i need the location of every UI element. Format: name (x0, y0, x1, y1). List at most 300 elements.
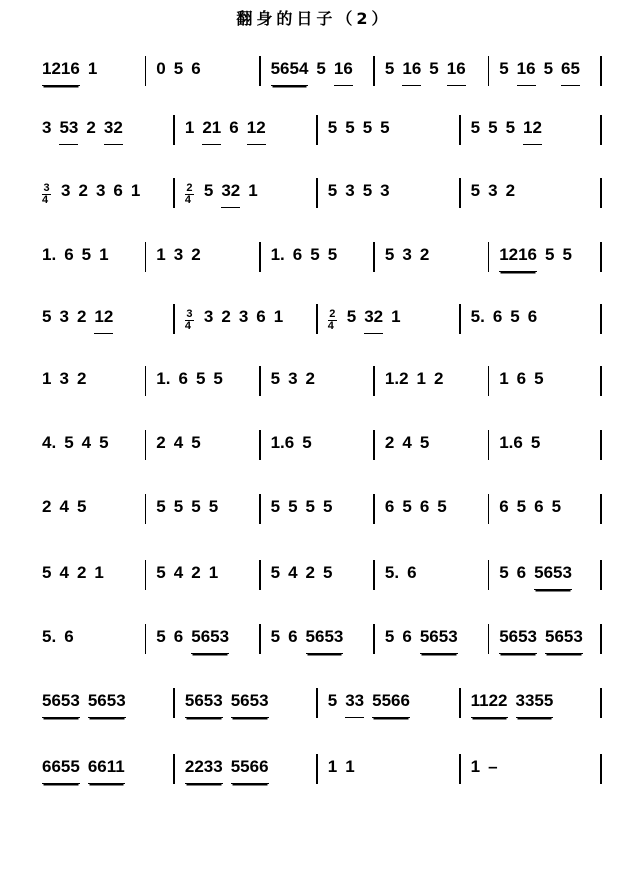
measure (32, 42, 145, 102)
note-group: 5 (302, 433, 312, 452)
note-group: 5 (384, 627, 395, 646)
measure-lane (32, 416, 602, 476)
note-group: 5 (327, 181, 338, 200)
note-group: 5 (488, 118, 498, 137)
bar-line (459, 304, 461, 334)
bar-line (316, 754, 318, 784)
note-group: 1 (130, 181, 141, 200)
note-group: 1 (184, 118, 195, 137)
time-signature-top: 3 (186, 307, 193, 320)
bar-line (459, 178, 461, 208)
note-group: 3 (402, 245, 412, 264)
note-group: 5 (362, 118, 373, 137)
note-group: 1.2 (384, 369, 409, 388)
note-group: 5 (323, 563, 333, 582)
note-group: 6 (288, 627, 298, 646)
note-group: 5 (42, 307, 52, 326)
note-group: 5 (156, 497, 166, 516)
note-group: 1 (42, 369, 52, 388)
note-group: – (488, 757, 498, 776)
measure (175, 101, 316, 161)
measure (375, 42, 488, 102)
note-group: 1.6 (499, 433, 523, 452)
note-group: 12 (94, 307, 113, 334)
note-group: 5 (470, 118, 481, 137)
note-group: 6 (173, 627, 184, 646)
measure (461, 101, 602, 161)
note-group: 5 (191, 497, 201, 516)
bar-line (145, 430, 147, 460)
measure (489, 480, 602, 540)
note-group: 1 (94, 563, 104, 582)
note-group: 5 (346, 307, 357, 326)
note-group: 5653 (420, 627, 458, 654)
measure (318, 674, 459, 734)
note-group: 6 (534, 497, 544, 516)
note-group: 4 (81, 433, 92, 452)
note-group: 3 (345, 181, 355, 200)
note-group: 2 (191, 563, 201, 582)
measure (375, 480, 488, 540)
note-group: 21 (202, 118, 221, 145)
note-group: 5 (551, 497, 562, 516)
bar-line (259, 560, 261, 590)
bar-line (459, 688, 461, 718)
note-group: 33 (345, 691, 364, 718)
bar-line (259, 624, 261, 654)
note-group: 5 (437, 497, 447, 516)
note-group: 1216 (42, 59, 80, 86)
note-group: 1 (208, 563, 219, 582)
note-group: 1122 (471, 691, 508, 718)
bar-line (488, 366, 490, 396)
bar-line (488, 56, 490, 86)
note-group: 2 (434, 369, 444, 388)
note-group: 32 (364, 307, 383, 334)
note-group: 5 (384, 245, 395, 264)
note-group: 2 (191, 245, 201, 264)
note-group: 2 (86, 118, 96, 137)
page-title: 翻身的日子（2） (236, 9, 392, 28)
bar-line (259, 430, 261, 460)
note-group: 5 (543, 59, 554, 78)
measure (489, 416, 602, 476)
note-group: 2 (42, 497, 52, 516)
note-group: 5 (173, 59, 184, 78)
note-group: 2233 (185, 757, 223, 784)
note-group: 5 (213, 369, 223, 388)
note-group: 1. (270, 245, 285, 264)
bar-line (488, 624, 490, 654)
note-group: 5 (195, 369, 206, 388)
note-group: 6 (229, 118, 239, 137)
note-group: 3 (59, 307, 69, 326)
note-group: 1 (99, 245, 109, 264)
note-group: 3 (238, 307, 249, 326)
bar-line (459, 115, 461, 145)
note-group: 12 (247, 118, 266, 145)
measure-lane (32, 290, 602, 350)
bar-line (259, 494, 261, 524)
measure (461, 164, 602, 224)
note-group: 5653 (185, 691, 223, 718)
note-group: 1 (391, 307, 401, 326)
note-group: 5 (173, 497, 184, 516)
note-group: 5 (191, 433, 201, 452)
measure (375, 228, 488, 288)
bar-line (316, 304, 318, 334)
measure (489, 42, 602, 102)
score-row (0, 416, 628, 476)
note-group: 2 (305, 563, 315, 582)
note-group: 5 (384, 59, 395, 78)
note-group: 6 (178, 369, 188, 388)
bar-line (373, 560, 375, 590)
note-group: 3 (95, 181, 106, 200)
time-signature (42, 183, 51, 206)
measure (32, 228, 145, 288)
note-group: 5. (42, 627, 57, 646)
bar-line (173, 178, 175, 208)
note-group: 5 (402, 497, 412, 516)
bar-line (373, 242, 375, 272)
note-group: 3355 (516, 691, 554, 718)
note-group: 16 (402, 59, 421, 86)
score-row (0, 101, 628, 161)
note-group: 5 (429, 59, 439, 78)
note-group: 32 (104, 118, 123, 145)
measure (32, 480, 145, 540)
note-group: 5566 (372, 691, 410, 718)
time-signature (328, 309, 337, 332)
measure (146, 610, 259, 670)
bar-line (316, 178, 318, 208)
note-group: 2 (419, 245, 430, 264)
note-group: 5 (362, 181, 373, 200)
measure (146, 352, 259, 412)
bar-line (173, 754, 175, 784)
bar-line (459, 754, 461, 784)
note-group: 5 (203, 181, 214, 200)
measure (261, 352, 374, 412)
note-group: 5 (99, 433, 109, 452)
note-group: 5 (327, 245, 338, 264)
note-group: 6 (407, 563, 417, 582)
note-group: 5 (305, 497, 315, 516)
bar-line (145, 56, 147, 86)
note-group: 16 (517, 59, 536, 86)
note-group: 1 (470, 757, 481, 776)
measure (261, 416, 374, 476)
note-group: 2 (156, 433, 166, 452)
note-group: 5 (345, 118, 355, 137)
note-group: 5 (499, 59, 509, 78)
note-group: 6 (499, 497, 509, 516)
measure-lane (32, 352, 602, 412)
note-group: 6 (113, 181, 123, 200)
note-group: 5 (323, 497, 333, 516)
measure (489, 228, 602, 288)
measure (146, 228, 259, 288)
note-group: 3 (203, 307, 214, 326)
measure (32, 546, 145, 606)
bar-line (488, 242, 490, 272)
note-group: 4 (288, 563, 298, 582)
bar-line (316, 688, 318, 718)
time-signature-bottom: 4 (185, 320, 194, 332)
note-group: 65 (561, 59, 580, 86)
note-group: 2 (76, 563, 87, 582)
measure (146, 546, 259, 606)
score-row (0, 610, 628, 670)
measure (175, 740, 316, 800)
note-group: 5 (316, 59, 326, 78)
bar-line (316, 115, 318, 145)
note-group: 6 (64, 245, 74, 264)
score-row (0, 290, 628, 350)
note-group: 6655 (42, 757, 80, 784)
note-group: 2 (384, 433, 395, 452)
note-group: 1. (42, 245, 57, 264)
note-group: 6 (384, 497, 395, 516)
note-group: 3 (61, 181, 71, 200)
bar-line (145, 624, 147, 654)
note-group: 5 (42, 563, 52, 582)
note-group: 5 (156, 627, 166, 646)
note-group: 5 (380, 118, 390, 137)
measure (489, 610, 602, 670)
measure (175, 164, 316, 224)
measure (318, 740, 459, 800)
bar-line (373, 494, 375, 524)
score-row (0, 42, 628, 102)
bar-line (373, 56, 375, 86)
measure (146, 42, 259, 102)
note-group: 5 (505, 118, 516, 137)
note-group: 5 (419, 433, 430, 452)
note-group: 2 (305, 369, 315, 388)
measure (375, 546, 488, 606)
score-row (0, 674, 628, 734)
note-group: 5 (76, 497, 87, 516)
measure (32, 101, 173, 161)
bar-line (373, 366, 375, 396)
note-group: 6 (527, 307, 538, 326)
note-group: 5 (327, 691, 338, 710)
note-group: 6611 (88, 757, 125, 784)
note-group: 5 (530, 433, 541, 452)
measure (375, 610, 488, 670)
measure-lane (32, 610, 602, 670)
measure (32, 674, 173, 734)
score-row (0, 546, 628, 606)
measure (261, 546, 374, 606)
note-group: 2 (505, 181, 516, 200)
note-group: 5. (384, 563, 400, 582)
time-signature-bottom: 4 (328, 320, 337, 332)
note-group: 6 (191, 59, 201, 78)
note-group: 6 (64, 627, 74, 646)
note-group: 3 (173, 245, 184, 264)
measure-lane (32, 164, 602, 224)
bar-line (259, 366, 261, 396)
note-group: 6 (492, 307, 503, 326)
measure-lane (32, 740, 602, 800)
note-group: 5653 (534, 563, 572, 590)
bar-line (488, 560, 490, 590)
note-group: 5 (310, 245, 320, 264)
note-group: 5 (288, 497, 298, 516)
note-group: 5653 (499, 627, 537, 654)
measure (461, 290, 602, 350)
note-group: 1. (156, 369, 171, 388)
measure (489, 352, 602, 412)
score-row (0, 480, 628, 540)
note-group: 5 (270, 563, 281, 582)
note-group: 5566 (231, 757, 269, 784)
measure-lane (32, 674, 602, 734)
note-group: 2 (78, 181, 88, 200)
note-group: 2 (76, 369, 87, 388)
note-group: 1 (499, 369, 509, 388)
note-group: 3 (488, 181, 498, 200)
note-group: 1 (416, 369, 426, 388)
measure (318, 290, 459, 350)
note-group: 5 (208, 497, 219, 516)
note-group: 5 (499, 563, 509, 582)
note-group: 3 (42, 118, 52, 137)
note-group: 16 (334, 59, 353, 86)
note-group: 5 (545, 245, 555, 264)
bar-line (145, 560, 147, 590)
note-group: 5 (270, 627, 281, 646)
note-group: 2 (221, 307, 231, 326)
time-signature-top: 2 (329, 307, 336, 320)
note-group: 5 (510, 307, 520, 326)
note-group: 3 (59, 369, 69, 388)
measure (32, 740, 173, 800)
bar-line (145, 494, 147, 524)
note-group: 5653 (545, 627, 583, 654)
note-group: 5 (156, 563, 166, 582)
measure (32, 416, 145, 476)
note-group: 1 (327, 757, 338, 776)
note-group: 5 (534, 369, 544, 388)
note-group: 1216 (499, 245, 537, 272)
bar-line (173, 115, 175, 145)
note-group: 5. (470, 307, 485, 326)
measure (318, 164, 459, 224)
note-group: 5653 (191, 627, 229, 654)
note-group: 0 (156, 59, 166, 78)
note-group: 5 (270, 497, 281, 516)
measure (32, 164, 173, 224)
bar-line (373, 624, 375, 654)
note-group: 4 (59, 497, 69, 516)
note-group: 3 (288, 369, 298, 388)
measure (32, 610, 145, 670)
measure-lane (32, 480, 602, 540)
note-group: 1 (87, 59, 98, 78)
bar-line (488, 494, 490, 524)
note-group: 1 (156, 245, 166, 264)
note-group: 5 (81, 245, 92, 264)
note-group: 4 (173, 433, 184, 452)
note-group: 32 (221, 181, 240, 208)
measure (146, 480, 259, 540)
note-group: 5 (516, 497, 527, 516)
bar-line (259, 242, 261, 272)
measure (175, 674, 316, 734)
bar-line (488, 430, 490, 460)
note-group: 5 (470, 181, 481, 200)
measure (461, 740, 602, 800)
measure (146, 416, 259, 476)
note-group: 16 (447, 59, 466, 86)
note-group: 5 (327, 118, 338, 137)
note-group: 6 (256, 307, 266, 326)
measure (489, 546, 602, 606)
bar-line (173, 304, 175, 334)
time-signature-top: 3 (43, 181, 50, 194)
note-group: 1.6 (270, 433, 295, 452)
note-group: 1 (345, 757, 355, 776)
note-group: 6 (516, 369, 527, 388)
note-group: 1 (248, 181, 258, 200)
measure (261, 228, 374, 288)
note-group: 5653 (231, 691, 269, 718)
note-group: 1 (273, 307, 284, 326)
note-group: 6 (516, 563, 527, 582)
note-group: 6 (292, 245, 303, 264)
measure (375, 416, 488, 476)
time-signature-top: 2 (186, 181, 193, 194)
bar-line (373, 430, 375, 460)
measure-lane (32, 228, 602, 288)
note-group: 3 (380, 181, 390, 200)
note-group: 5653 (88, 691, 126, 718)
note-group: 2 (76, 307, 87, 326)
bar-line (145, 366, 147, 396)
measure-lane (32, 42, 602, 102)
note-group: 4. (42, 433, 57, 452)
time-signature-bottom: 4 (185, 194, 194, 206)
note-group: 5 (562, 245, 572, 264)
measure (175, 290, 316, 350)
measure (32, 352, 145, 412)
note-group: 6 (419, 497, 430, 516)
measure (375, 352, 488, 412)
note-group: 6 (402, 627, 412, 646)
note-group: 4 (402, 433, 412, 452)
measure (261, 480, 374, 540)
note-group: 4 (173, 563, 184, 582)
note-group: 5653 (306, 627, 344, 654)
score-row (0, 228, 628, 288)
measure (32, 290, 173, 350)
time-signature-bottom: 4 (42, 194, 51, 206)
bar-line (259, 56, 261, 86)
score-row (0, 164, 628, 224)
note-group: 5654 (271, 59, 309, 86)
measure (318, 101, 459, 161)
measure-lane (32, 101, 602, 161)
note-group: 5653 (42, 691, 80, 718)
score-row (0, 352, 628, 412)
bar-line (145, 242, 147, 272)
note-group: 4 (59, 563, 69, 582)
time-signature (185, 183, 194, 206)
